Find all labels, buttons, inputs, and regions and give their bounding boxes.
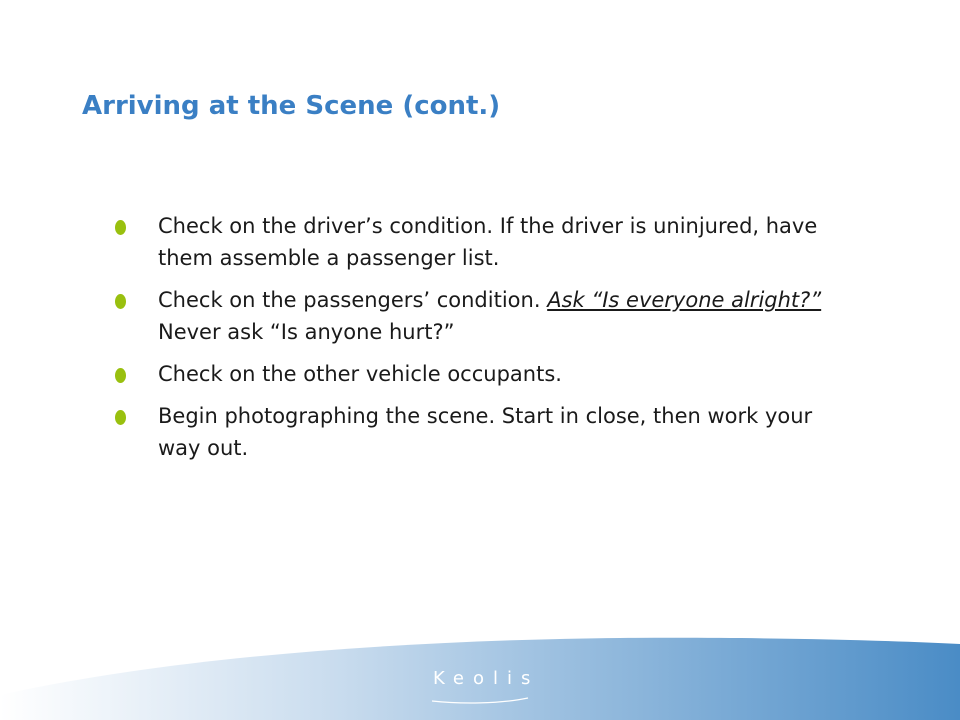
- bullet-text: Check on the driver’s condition. If the driver is uninjured, have them assemble a passenger list.: [158, 214, 818, 270]
- bullet-text: Check on the other vehicle occupants.: [158, 362, 562, 386]
- bullet-item: [110, 284, 830, 348]
- bullet-item: [110, 358, 830, 390]
- bullet-dot-icon: [115, 368, 126, 383]
- bullet-dot-icon: [115, 220, 126, 235]
- bullet-dot-icon: [115, 410, 126, 425]
- keolis-logo: Keolis: [433, 668, 540, 689]
- logo-underline-icon: [430, 695, 530, 705]
- bullet-list: [110, 210, 830, 474]
- bullet-dot-icon: [115, 294, 126, 309]
- slide-title: Arriving at the Scene (cont.): [82, 91, 501, 121]
- bullet-text: Check on the passengers’ condition.: [158, 288, 548, 312]
- bullet-text: Begin photographing the scene. Start in close, then work your way out.: [158, 404, 813, 460]
- bullet-emphasis: Ask “Is everyone alright?”: [547, 288, 822, 312]
- bullet-item: [110, 210, 830, 274]
- bullet-text-after: Never ask “Is anyone hurt?”: [158, 320, 455, 344]
- bullet-item: [110, 400, 830, 464]
